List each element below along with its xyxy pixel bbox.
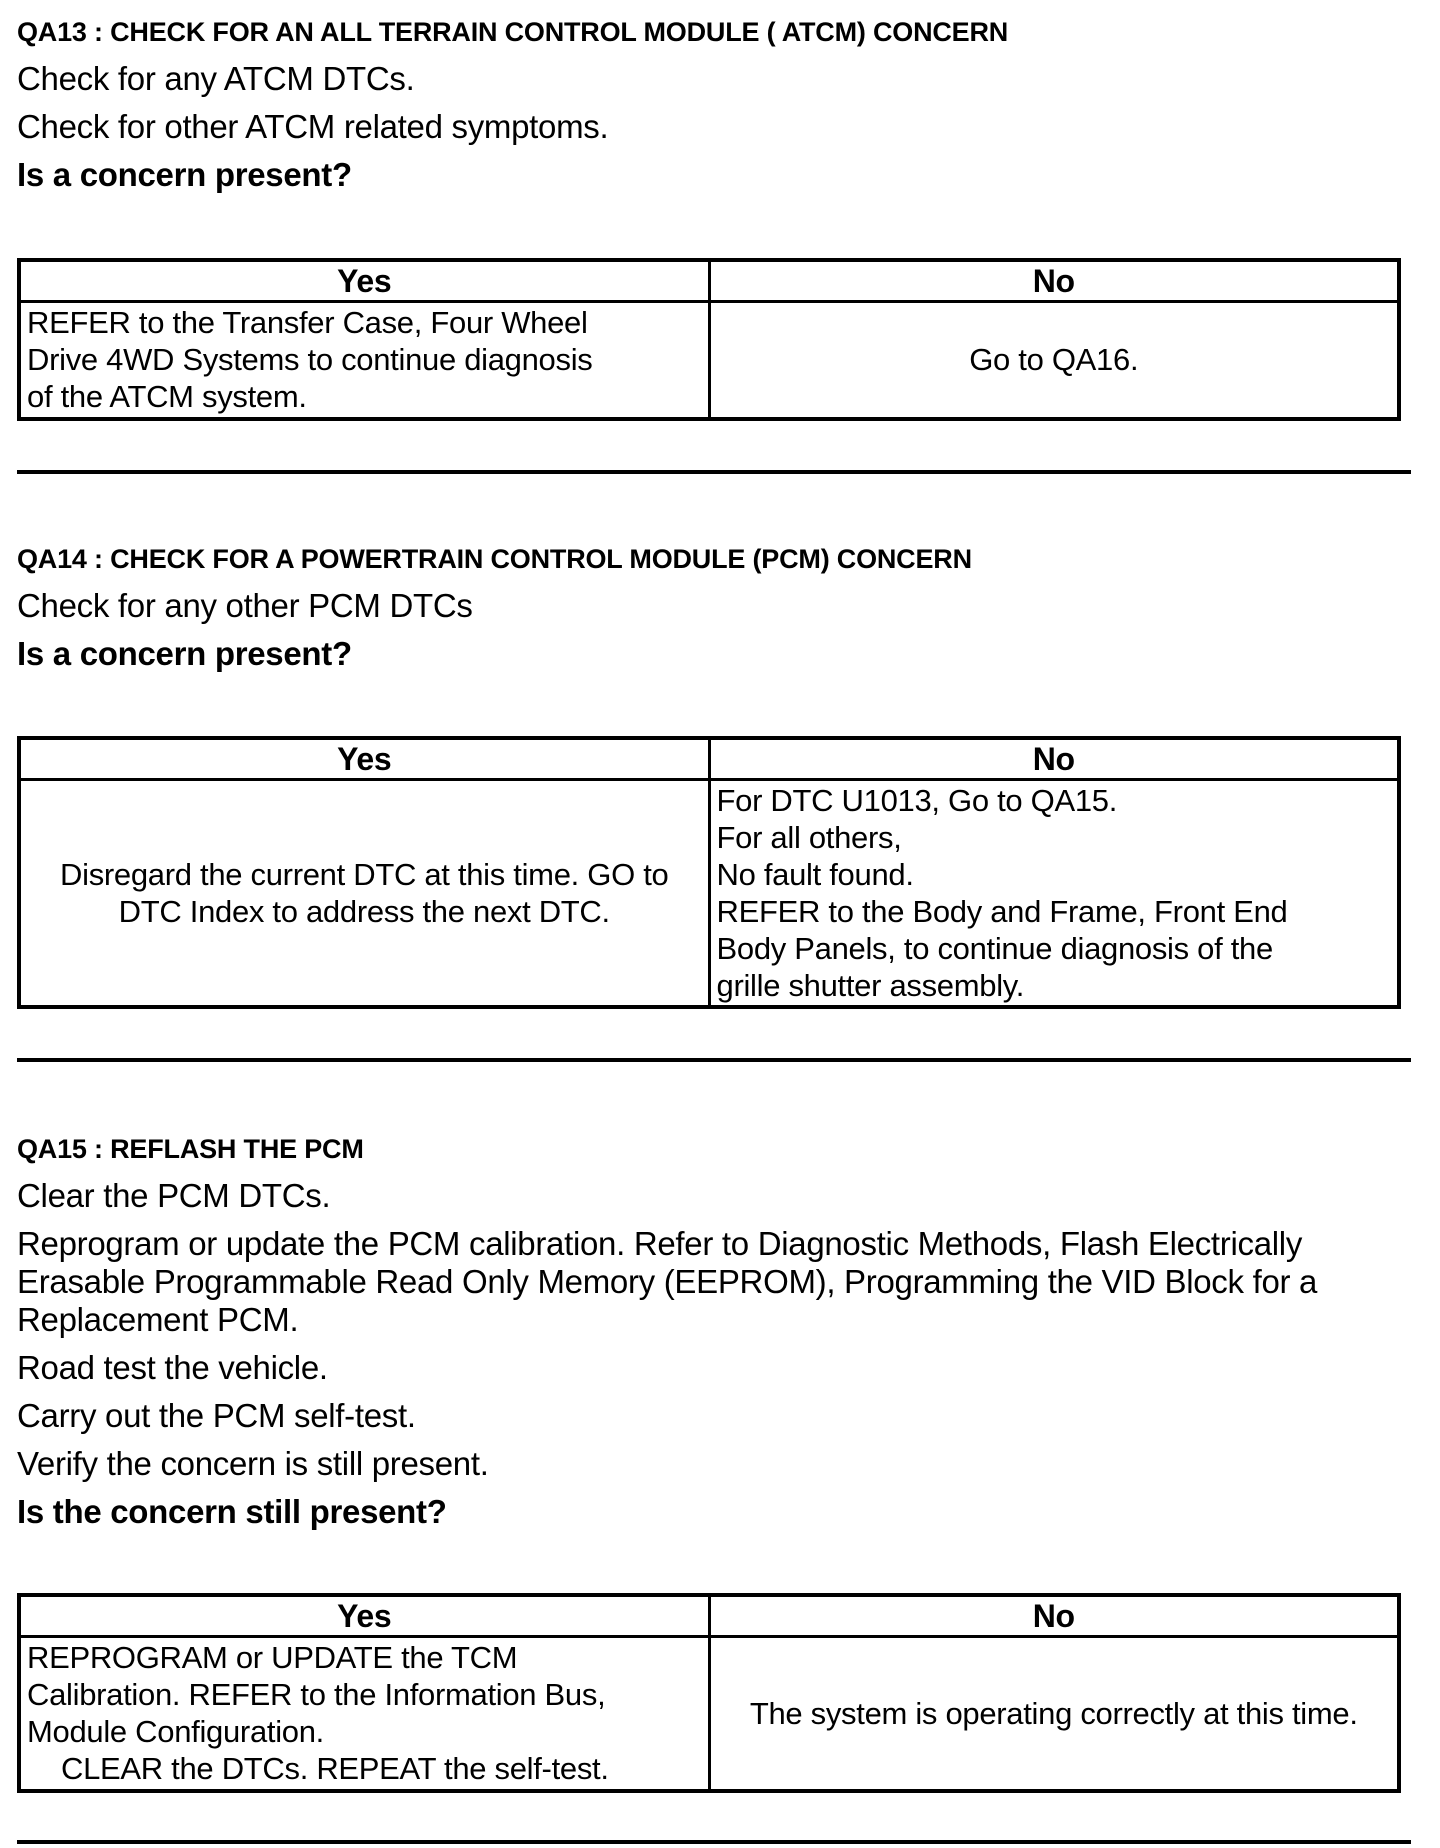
yes-header: Yes: [19, 738, 709, 780]
yes-header: Yes: [19, 260, 709, 302]
qa14-no-line-5: Body Panels, to continue diagnosis of the: [716, 931, 1273, 966]
qa14-question: Is a concern present?: [17, 635, 352, 672]
qa15-yes-line-1: REPROGRAM or UPDATE the TCM: [27, 1640, 518, 1676]
qa13-step-1: Check for any ATCM DTCs.: [17, 60, 415, 97]
table-header-row: [19, 260, 1399, 302]
qa14-title: QA14 : CHECK FOR A POWERTRAIN CONTROL MODULE (PCM) CONCERN: [17, 544, 972, 574]
no-header: No: [709, 738, 1399, 780]
table-header-row: [19, 1595, 1399, 1637]
qa14-section: [17, 543, 1397, 673]
qa15-yes-line-4: CLEAR the DTCs. REPEAT the self-test.: [61, 1751, 609, 1787]
qa14-step-1: Check for any other PCM DTCs: [17, 587, 473, 624]
qa14-yes-cell: [19, 780, 709, 1008]
qa14-no-line-2: For all others,: [716, 820, 902, 855]
qa13-no-cell: Go to QA16.: [709, 302, 1399, 419]
qa15-answer-table: [17, 1593, 1401, 1793]
qa14-answer-table: [17, 736, 1401, 1009]
qa15-question: Is the concern still present?: [17, 1493, 447, 1530]
qa15-step-4: Carry out the PCM self-test.: [17, 1397, 416, 1434]
qa13-step-2: Check for other ATCM related symptoms.: [17, 108, 609, 145]
table-header-row: [19, 738, 1399, 780]
qa14-yes-line-2: DTC Index to address the next DTC.: [118, 894, 610, 929]
qa15-step-2-line-3: Replacement PCM.: [17, 1301, 299, 1338]
table-row: [19, 1637, 1399, 1791]
qa15-yes-cell: [19, 1637, 709, 1791]
qa15-yes-line-3: Module Configuration.: [27, 1714, 324, 1750]
no-header: No: [709, 260, 1399, 302]
qa14-no-line-4: REFER to the Body and Frame, Front End: [716, 894, 1288, 929]
qa15-title: QA15 : REFLASH THE PCM: [17, 1134, 364, 1164]
qa13-yes-line-2: Drive 4WD Systems to continue diagnosis: [27, 342, 593, 378]
qa14-yes-line-1: Disregard the current DTC at this time. GO to: [60, 857, 669, 892]
qa15-step-5: Verify the concern is still present.: [17, 1445, 489, 1482]
qa15-no-cell: The system is operating correctly at this time.: [709, 1637, 1399, 1791]
qa13-yes-line-1: REFER to the Transfer Case, Four Wheel: [27, 305, 588, 341]
qa13-question: Is a concern present?: [17, 156, 352, 193]
qa13-yes-cell: [19, 302, 709, 419]
qa15-yes-line-2: Calibration. REFER to the Information Bus,: [27, 1677, 606, 1713]
qa13-answer-table: [17, 258, 1401, 421]
qa15-step-2-line-2: Erasable Programmable Read Only Memory (EEPROM), Programming the VID Block for a: [17, 1263, 1318, 1300]
qa15-step-1: Clear the PCM DTCs.: [17, 1177, 331, 1214]
qa14-no-cell: [709, 780, 1399, 1008]
qa14-no-line-3: No fault found.: [716, 857, 914, 892]
table-row: [19, 302, 1399, 419]
qa13-section: [17, 16, 1397, 194]
section-divider: [17, 470, 1411, 474]
no-header: No: [709, 1595, 1399, 1637]
qa15-step-2-line-1: Reprogram or update the PCM calibration. Refer to Diagnostic Methods, Flash Electrically: [17, 1225, 1303, 1262]
section-divider: [17, 1058, 1411, 1062]
qa15-step-3: Road test the vehicle.: [17, 1349, 328, 1386]
section-divider: [17, 1840, 1411, 1844]
qa13-title: QA13 : CHECK FOR AN ALL TERRAIN CONTROL MODULE ( ATCM) CONCERN: [17, 17, 1009, 47]
qa13-yes-line-3: of the ATCM system.: [27, 379, 307, 415]
table-row: [19, 780, 1399, 1008]
qa15-section: [17, 1133, 1397, 1531]
qa14-no-line-6: grille shutter assembly.: [716, 968, 1025, 1003]
qa14-no-line-1: For DTC U1013, Go to QA15.: [716, 783, 1118, 818]
yes-header: Yes: [19, 1595, 709, 1637]
